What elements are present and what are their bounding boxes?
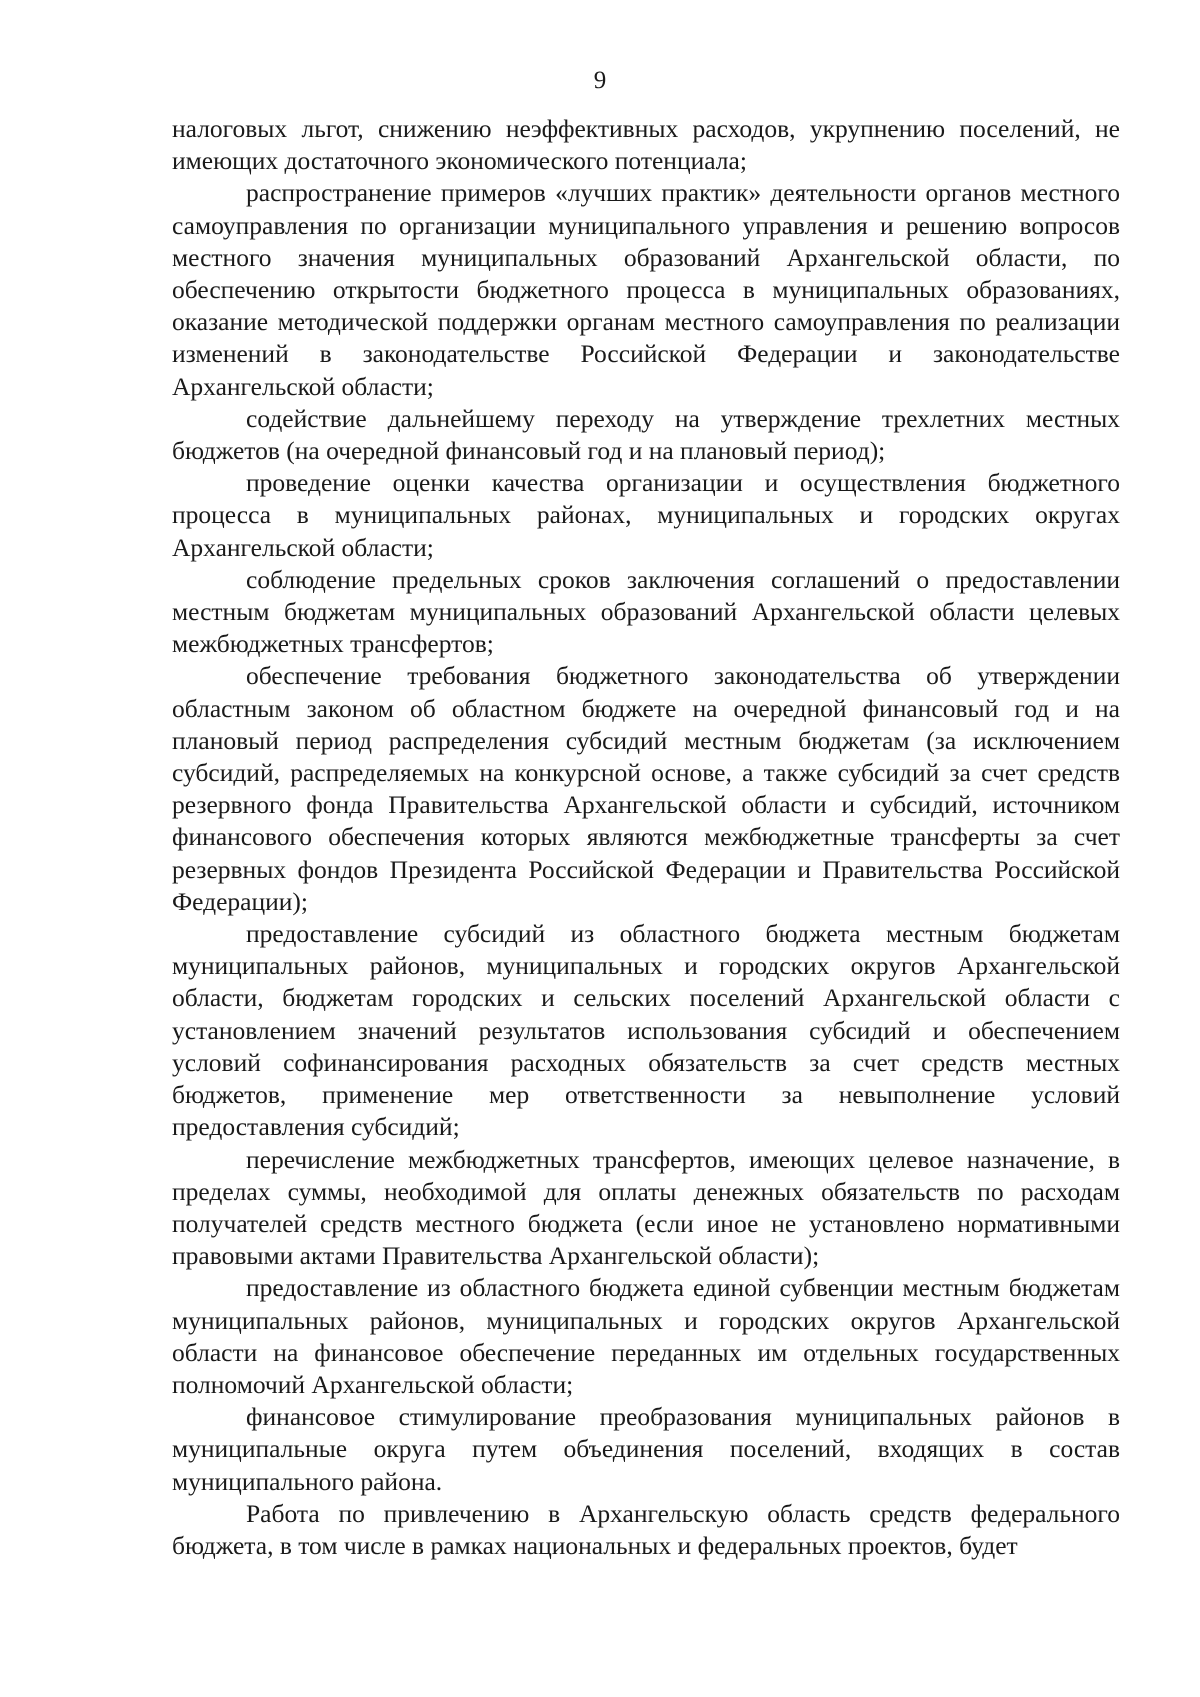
paragraph-7: предоставление субсидий из областного бюджета местным бюджетам муниципальных районов, муниципальных и городских округов Архангельской области, бюджетам городских и сельских поселений Архангельской области с установлением значений результатов использования субсидий и обеспечением условий софинансирования расходных обязательств за счет средств местных бюджетов, применение мер ответственности за невыполнение условий предоставления субсидий; xyxy=(172,919,1120,1142)
paragraph-10: финансовое стимулирование преобразования муниципальных районов в муниципальные округа путем объединения поселений, входящих в состав муниципального района. xyxy=(172,1402,1120,1496)
paragraph-5: соблюдение предельных сроков заключения соглашений о предоставлении местным бюджетам муниципальных образований Архангельской области целевых межбюджетных трансфертов; xyxy=(172,564,1120,659)
paragraph-11: Работа по привлечению в Архангельскую область средств федерального бюджета, в том числе в рамках национальных и федеральных проектов, будет xyxy=(172,1498,1120,1560)
paragraph-9: предоставление из областного бюджета единой субвенции местным бюджетам муниципальных районов, муниципальных и городских округов Архангельской области на финансовое обеспечение переданных им отдельных государственных полномочий Архангельской области; xyxy=(172,1273,1120,1399)
paragraph-1: налоговых льгот, снижению неэффективных расходов, укрупнению поселений, не имеющих достаточного экономического потенциала; xyxy=(172,114,1120,176)
document-body xyxy=(172,113,1120,1562)
paragraph-8: перечисление межбюджетных трансфертов, имеющих целевое назначение, в пределах суммы, необходимой для оплаты денежных обязательств по расходам получателей средств местного бюджета (если иное не установлено нормативными правовыми актами Правительства Архангельской области); xyxy=(172,1144,1120,1271)
page-number: 9 xyxy=(593,67,607,94)
paragraph-4: проведение оценки качества организации и осуществления бюджетного процесса в муниципальных районах, муниципальных и городских округах Архангельской области; xyxy=(172,468,1120,562)
paragraph-3: содействие дальнейшему переходу на утверждение трехлетних местных бюджетов (на очередной финансовый год и на плановый период); xyxy=(172,403,1120,466)
paragraph-6: обеспечение требования бюджетного законодательства об утверждении областным законом об областном бюджете на очередной финансовый год и на плановый период распределения субсидий местным бюджетам (за исключением субсидий, распределяемых на конкурсной основе, а также субсидий за счет средств резервного фонда Правительства Архангельской области и субсидий, источником финансового обеспечения которых являются межбюджетные трансферты за счет резервных фондов Президента Российской Федерации и Правительства Российской Федерации); xyxy=(172,661,1120,916)
paragraph-2: распространение примеров «лучших практик» деятельности органов местного самоуправления по организации муниципального управления и решению вопросов местного значения муниципальных образований Архангельской области, по обеспечению открытости бюджетного процесса в муниципальных образованиях, оказание методической поддержки органам местного самоуправления по реализации изменений в законодательстве Российской Федерации и законодательстве Архангельской области; xyxy=(172,178,1120,401)
